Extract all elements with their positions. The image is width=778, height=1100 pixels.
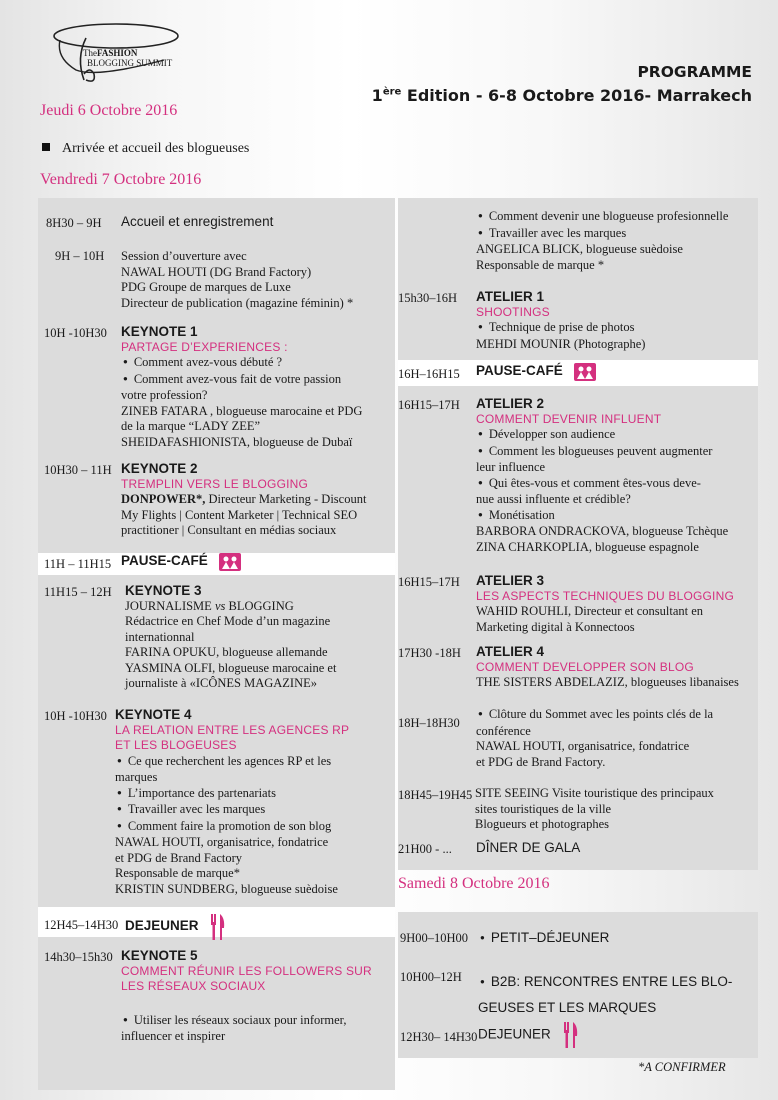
atelier-2: ATELIER 2 COMMENT DEVENIR INFLUENT ● Développer son audience ● Comment les blogueuses peuvent augmenter leur influence ● Qui êtes-vous et comment êtes-vous deve- nue aussi influente et crédible? ● Monétisation BARBORA ONDRACKOVA, blogueuse Tchèque ZINA CHARKOPLIA, blogueuse espagnole bbox=[476, 396, 728, 555]
people-icon bbox=[219, 553, 241, 571]
time-slot: 18H–18H30 bbox=[398, 716, 460, 730]
coffee-break-2: PAUSE-CAFÉ bbox=[476, 363, 596, 381]
day-saturday-label: Samedi 8 Octobre 2016 bbox=[398, 875, 550, 892]
day-thursday-label: Jeudi 6 Octobre 2016 bbox=[40, 102, 178, 119]
people-icon bbox=[574, 363, 596, 381]
keynote-2: KEYNOTE 2 TREMPLIN VERS LE BLOGGING DONPOWER*, Directeur Marketing - Discount My Flights | Content Marketer | Technical SEO practitioner | Consultant en médias sociaux bbox=[121, 461, 367, 537]
programme-title: PROGRAMME bbox=[637, 63, 752, 81]
time-slot: 9H – 10H bbox=[55, 249, 105, 263]
time-slot: 21H00 - ... bbox=[398, 842, 452, 856]
cutlery-icon bbox=[563, 1022, 579, 1048]
session-details: Session d’ouverture avec NAWAL HOUTI (DG Brand Factory) PDG Groupe de marques de Luxe Directeur de publication (magazine féminin) * bbox=[121, 249, 354, 310]
time-slot: 11H15 – 12H bbox=[44, 585, 112, 599]
footnote: *A CONFIRMER bbox=[638, 1060, 726, 1074]
atelier-1: ATELIER 1 SHOOTINGS ● Technique de prise de photos MEHDI MOUNIR (Photographe) bbox=[476, 289, 645, 352]
time-slot: 9H00–10H00 bbox=[400, 931, 469, 945]
time-slot: 11H – 11H15 bbox=[44, 557, 112, 571]
b2b-meetings: ● B2B: RENCONTRES ENTRE LES BLO- GEUSES ET LES MARQUES bbox=[478, 970, 732, 1020]
session-title: Accueil et enregistrement bbox=[121, 214, 274, 229]
time-slot: 16H15–17H bbox=[398, 575, 460, 589]
time-slot: 18H45–19H45 bbox=[398, 788, 473, 802]
day-friday-label: Vendredi 7 Octobre 2016 bbox=[40, 171, 202, 188]
closing-session: ● Clôture du Sommet avec les points clés de la conférence NAWAL HOUTI, organisatrice, fondatrice et PDG de Brand Factory. bbox=[476, 707, 713, 770]
lunch-friday: DEJEUNER bbox=[125, 914, 226, 940]
arrival-item: Arrivée et accueil des blogueuses bbox=[42, 141, 249, 157]
site-seeing: SITE SEEING Visite touristique des principaux sites touristiques de la ville Blogueurs et photographes bbox=[475, 786, 714, 831]
atelier-4: ATELIER 4 COMMENT DEVELOPPER SON BLOG THE SISTERS ABDELAZIZ, blogueuses libanaises bbox=[476, 644, 739, 689]
keynote-3: KEYNOTE 3 JOURNALISME vs BLOGGING Rédactrice en Chef Mode d’un magazine internationnal FARINA OPUKU, blogueuse allemande YASMINA OLFI, blogueuse marocaine et journaliste à «ICÔNES MAGAZINE» bbox=[125, 583, 337, 690]
lunch-saturday: DEJEUNER bbox=[478, 1022, 579, 1048]
breakfast: ● PETIT–DÉJEUNER bbox=[478, 930, 609, 948]
time-slot: 10H -10H30 bbox=[44, 326, 107, 340]
cutlery-icon bbox=[210, 914, 226, 940]
keynote-1: KEYNOTE 1 PARTAGE D’EXPERIENCES : ● Comment avez-vous débuté ? ● Comment avez-vous fait de votre passion votre profession? ZINEB FATARA , blogueuse marocaine et PDG de la marque “LADY ZEE” SHEIDAFASHIONISTA, blogueuse de Dubaï bbox=[121, 324, 362, 450]
coffee-break: PAUSE-CAFÉ bbox=[121, 553, 241, 571]
keynote-4: KEYNOTE 4 LA RELATION ENTRE LES AGENCES RP ET LES BLOGEUSES ● Ce que recherchent les agences RP et les marques ● L’importance des partenariats ● Travailler avec les marques ● Comment faire la promotion de son blog NAWAL HOUTI, organisatrice, fondatrice et PDG de Brand Factory Responsable de marque* KRISTIN SUNDBERG, blogueuse suèdoise bbox=[115, 707, 349, 897]
time-slot: 16H–16H15 bbox=[398, 367, 460, 381]
time-slot: 15h30–16H bbox=[398, 291, 458, 305]
time-slot: 16H15–17H bbox=[398, 398, 460, 412]
keynote-5-continued: ● Comment devenir une blogueuse profesionnelle ● Travailler avec les marques ANGELICA BLICK, blogueuse suèdoise Responsable de marque * bbox=[476, 209, 728, 273]
time-slot: 17H30 -18H bbox=[398, 646, 461, 660]
logo-text: TheFASHION BLOGGING SUMMIT bbox=[83, 48, 173, 68]
time-slot: 12H30– 14H30 bbox=[400, 1030, 478, 1044]
keynote-5: KEYNOTE 5 COMMENT RÉUNIR LES FOLLOWERS SUR LES RÉSEAUX SOCIAUX ● Utiliser les réseaux sociaux pour informer, influencer et inspirer bbox=[121, 948, 372, 1045]
time-slot: 12H45–14H30 bbox=[44, 918, 119, 932]
edition-subtitle: 1ère Edition - 6-8 Octobre 2016- Marrakech bbox=[371, 86, 752, 105]
time-slot: 10H00–12H bbox=[400, 970, 462, 984]
time-slot: 10H -10H30 bbox=[44, 709, 107, 723]
time-slot: 14h30–15h30 bbox=[44, 950, 113, 964]
atelier-3: ATELIER 3 LES ASPECTS TECHNIQUES DU BLOGGING WAHID ROUHLI, Directeur et consultant en Marketing digital à Konnectoos bbox=[476, 573, 734, 634]
time-slot: 8H30 – 9H bbox=[46, 216, 102, 230]
gala-dinner: DÎNER DE GALA bbox=[476, 840, 581, 855]
time-slot: 10H30 – 11H bbox=[44, 463, 112, 477]
